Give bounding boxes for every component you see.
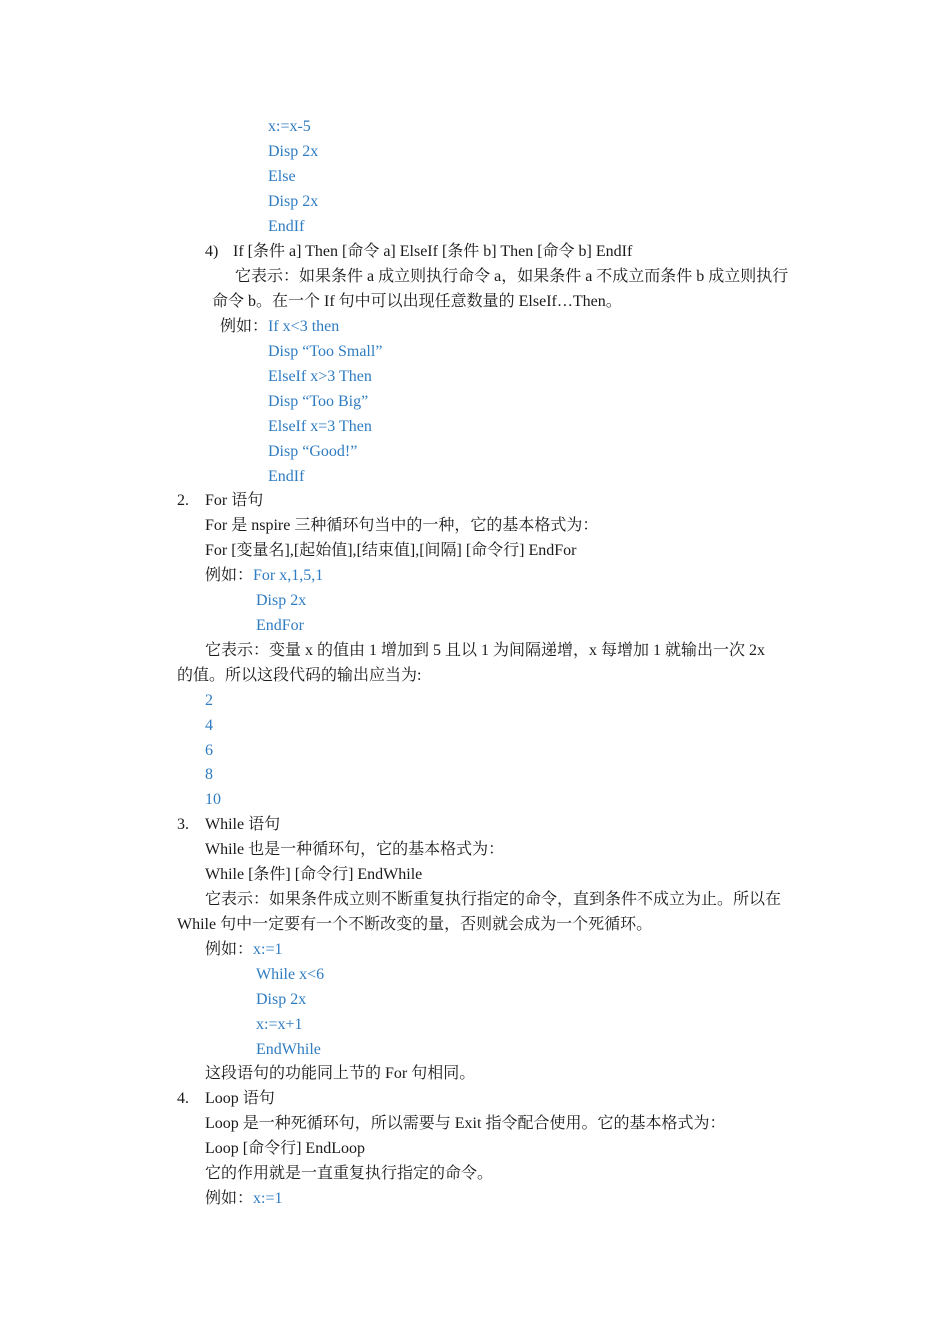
output-value: 2 — [205, 692, 213, 709]
paragraph: 它表示：变量 x 的值由 1 增加到 5 且以 1 为间隔递增，x 每增加 1 就输出一次 2x — [205, 642, 766, 659]
syntax-line: While [条件] [命令行] EndWhile — [205, 866, 423, 883]
paragraph: 这段语句的功能同上节的 For 句相同。 — [205, 1065, 476, 1082]
code-line: Disp “Too Big” — [268, 393, 369, 410]
code-line: While x<6 — [256, 966, 325, 983]
code-line: Disp “Good!” — [268, 443, 358, 460]
code-line: Disp “Too Small” — [268, 343, 383, 360]
example-label: 例如： — [205, 941, 254, 958]
if-syntax: If [条件 a] Then [命令 a] ElseIf [条件 b] Then [命令 b] EndIf — [233, 243, 633, 260]
paragraph: 它的作用就是一直重复执行指定的命令。 — [205, 1165, 494, 1182]
example-line — [220, 317, 339, 337]
section-title: For 语句 — [205, 492, 264, 509]
code-line: EndIf — [268, 468, 305, 485]
code-line: Disp 2x — [268, 193, 319, 210]
code-line: If x<3 then — [268, 318, 340, 335]
paragraph: 的值。所以这段代码的输出应当为: — [177, 667, 422, 684]
section-number: 4. — [177, 1090, 189, 1107]
output-value: 4 — [205, 717, 213, 734]
section-title: Loop 语句 — [205, 1090, 275, 1107]
example-line — [205, 1189, 282, 1209]
example-label: 例如： — [220, 318, 269, 335]
paragraph: While 句中一定要有一个不断改变的量，否则就会成为一个死循环。 — [177, 916, 653, 933]
code-line: EndWhile — [256, 1041, 321, 1058]
output-value: 10 — [205, 791, 221, 808]
code-line: Else — [268, 168, 296, 185]
paragraph: 它表示：如果条件 a 成立则执行命令 a，如果条件 a 不成立而条件 b 成立则执行 — [235, 268, 789, 285]
paragraph: 它表示：如果条件成立则不断重复执行指定的命令，直到条件不成立为止。所以在 — [205, 891, 782, 908]
code-line: ElseIf x=3 Then — [268, 418, 372, 435]
section-heading — [177, 815, 280, 835]
output-value: 8 — [205, 766, 213, 783]
section-heading — [177, 491, 263, 511]
section-number: 3. — [177, 816, 189, 833]
section-number: 2. — [177, 492, 189, 509]
if-syntax-item — [205, 242, 632, 262]
example-line — [205, 940, 282, 960]
paragraph: 命令 b。在一个 If 句中可以出现任意数量的 ElseIf…Then。 — [212, 293, 622, 310]
code-line: x:=x-5 — [268, 118, 311, 135]
section-heading — [177, 1089, 275, 1109]
code-line: x:=1 — [253, 941, 283, 958]
paragraph: For 是 nspire 三种循环句当中的一种，它的基本格式为： — [205, 517, 599, 534]
section-title: While 语句 — [205, 816, 281, 833]
example-line — [205, 566, 323, 586]
code-line: ElseIf x>3 Then — [268, 368, 372, 385]
code-line: For x,1,5,1 — [253, 567, 324, 584]
code-line: x:=x+1 — [256, 1016, 303, 1033]
code-line: Disp 2x — [256, 991, 307, 1008]
code-line: EndIf — [268, 218, 305, 235]
code-line: Disp 2x — [256, 592, 307, 609]
paragraph: Loop 是一种死循环句，所以需要与 Exit 指令配合使用。它的基本格式为： — [205, 1115, 726, 1132]
syntax-line: For [变量名],[起始值],[结束值],[间隔] [命令行] EndFor — [205, 542, 577, 559]
code-line: EndFor — [256, 617, 304, 634]
code-line: Disp 2x — [268, 143, 319, 160]
syntax-line: Loop [命令行] EndLoop — [205, 1140, 365, 1157]
code-line: x:=1 — [253, 1190, 283, 1207]
example-label: 例如： — [205, 567, 254, 584]
item-number: 4) — [205, 243, 219, 260]
paragraph: While 也是一种循环句，它的基本格式为： — [205, 841, 505, 858]
output-value: 6 — [205, 742, 213, 759]
example-label: 例如： — [205, 1190, 254, 1207]
